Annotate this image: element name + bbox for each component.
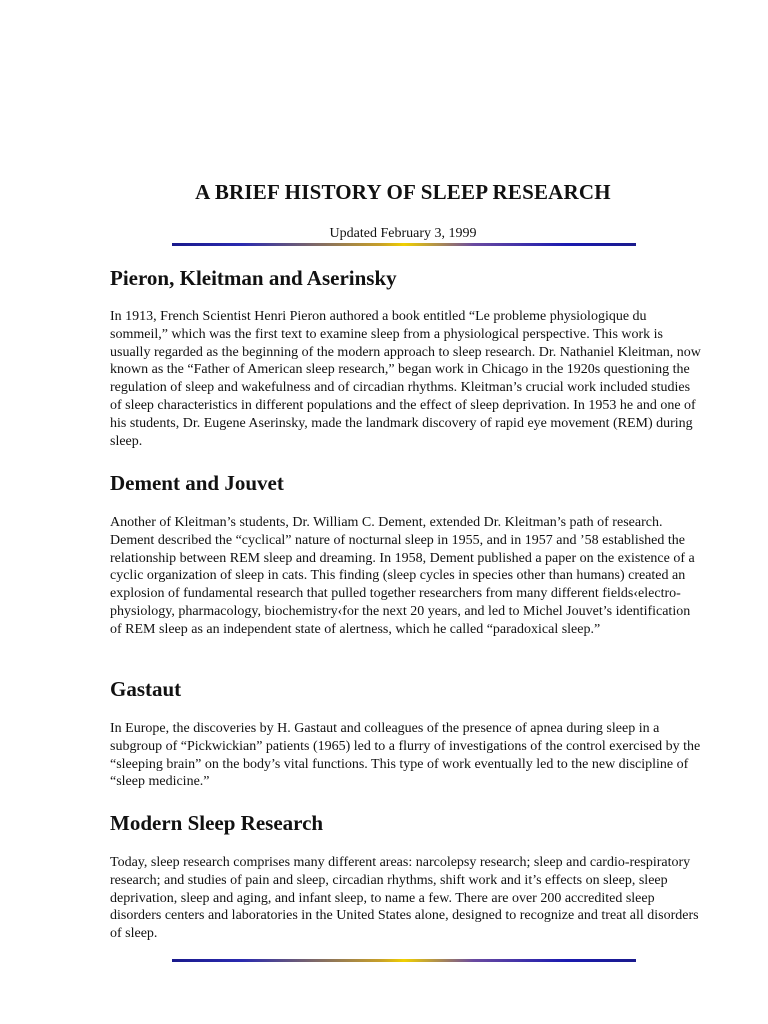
section-heading: Dement and Jouvet: [110, 471, 284, 495]
section-heading: Gastaut: [110, 677, 182, 701]
page-title: A BRIEF HISTORY OF SLEEP RESEARCH: [195, 180, 611, 204]
section-paragraph: In 1913, French Scientist Henri Pieron authored a book entitled “Le probleme physiologique du sommeil,” which was the first text to examine sleep from a physiological perspective. This work is usually regarded as the beginning of the modern approach to sleep research. Dr. Nathaniel Kleitman, now known as the “Father of American sleep research,” began work in Chicago in the 1920s questioning the regulation of sleep and wakefulness and of circadian rhythms. Kleitman’s crucial work included studies of sleep characteristics in different populations and the effect of sleep deprivation. In 1953 he and one of his students, Dr. Eugene Aserinsky, made the landmark discovery of rapid eye movement (REM) during sleep.: [110, 309, 701, 449]
updated-date: Updated February 3, 1999: [329, 226, 477, 241]
bottom-divider: [172, 959, 636, 962]
section-paragraph: In Europe, the discoveries by H. Gastaut and colleagues of the presence of apnea during sleep in a subgroup of “Pickwickian” patients (1965) led to a flurry of investigations of the control exercised by the “sleeping brain” on the body’s vital functions. This type of work eventually led to the new discipline of “sleep medicine.”: [110, 721, 701, 790]
section-heading: Pieron, Kleitman and Aserinsky: [110, 266, 397, 290]
section-paragraph: Today, sleep research comprises many different areas: narcolepsy research; sleep and cardio-respiratory research; and studies of pain and sleep, circadian rhythms, shift work and it’s effects on sleep, sleep deprivation, sleep and aging, and infant sleep, to name a few. There are over 200 accredited sleep disorders centers and laboratories in the United States alone, designed to recognize and treat all disorders of sleep.: [110, 855, 699, 942]
top-divider: [172, 243, 636, 246]
section-paragraph: Another of Kleitman’s students, Dr. William C. Dement, extended Dr. Kleitman’s path of research. Dement described the “cyclical” nature of nocturnal sleep in 1955, and in 1957 and ’58 established the relationship between REM sleep and dreaming. In 1958, Dement published a paper on the existence of a cyclic organization of sleep in cats. This finding (sleep cycles in species other than humans) created an explosion of fundamental research that pulled together researchers from many different fields‹electro-physiology, pharmacology, biochemistry‹for the next 20 years, and led to Michel Jouvet’s identification of REM sleep as an independent state of alertness, which he called “paradoxical sleep.”: [110, 515, 695, 637]
section-heading: Modern Sleep Research: [110, 811, 324, 835]
